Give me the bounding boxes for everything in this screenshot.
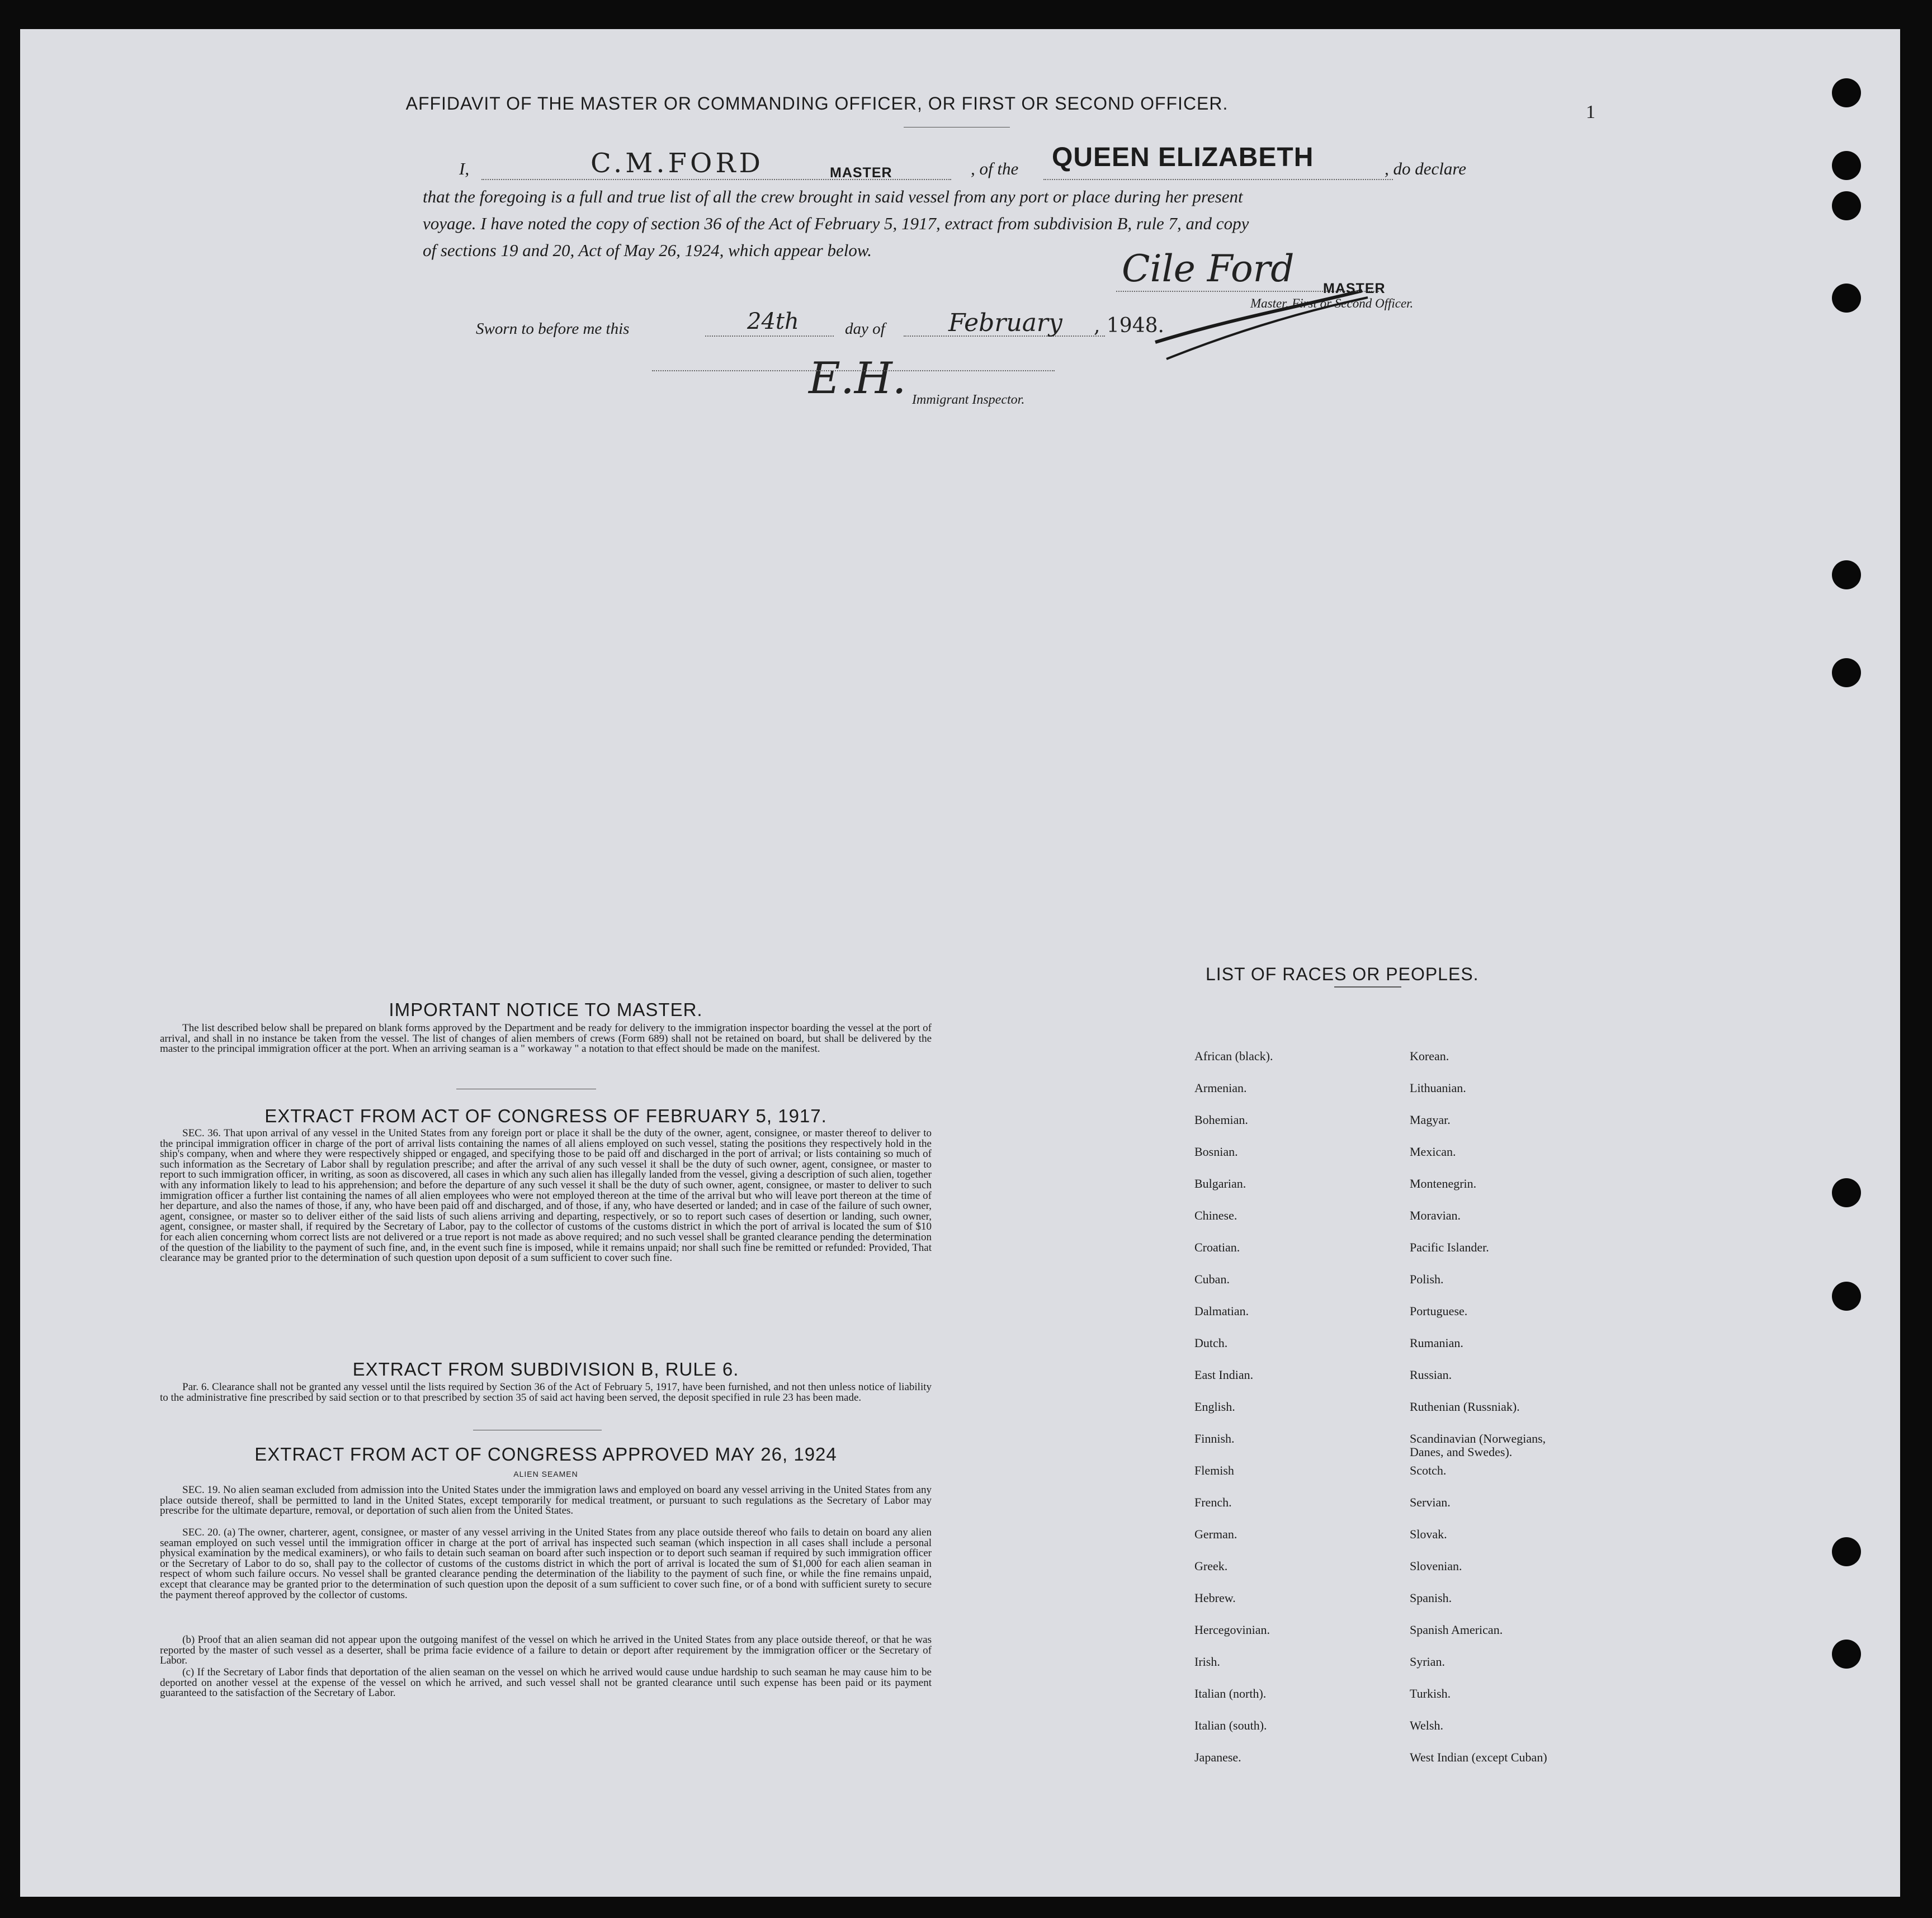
of-the-label: , of the	[971, 159, 1019, 178]
inspector-initials: E.H.	[809, 353, 906, 404]
ship-line	[1043, 179, 1393, 180]
race-item: Italian (north).	[1194, 1686, 1267, 1700]
ship-name: QUEEN ELIZABETH	[1052, 143, 1314, 172]
document-page	[20, 29, 1900, 1897]
punch-hole	[1832, 191, 1861, 220]
master-name-handwritten: C.M.FORD	[591, 148, 764, 179]
signature-stamp: MASTER	[1323, 281, 1386, 296]
extract-1924-sec20b: (b) Proof that an alien seaman did not appear upon the outgoing manifest of the vessel on which he arrived in the United States from any place outside thereof, or that he was reported by the master of such vessel as a deserter, shall be prima facie evidence of a failure to detain or deport after requirement by the immigration officer or the Secretary of Labor.	[160, 1634, 932, 1667]
sworn-year: , 1948.	[1094, 314, 1164, 337]
race-item: Cuban.	[1194, 1272, 1230, 1286]
race-item: Rumanian.	[1410, 1336, 1463, 1350]
race-item: Dalmatian.	[1194, 1304, 1249, 1318]
race-item: Lithuanian.	[1410, 1081, 1466, 1095]
race-item: Scandinavian (Norwegians, Danes, and Swedes).	[1410, 1432, 1546, 1459]
race-item: African (black).	[1194, 1049, 1273, 1063]
punch-hole	[1832, 1640, 1861, 1669]
race-item: Mexican.	[1410, 1145, 1456, 1159]
race-item: Moravian.	[1410, 1208, 1461, 1222]
day-of-label: day of	[845, 320, 885, 338]
notice-title: IMPORTANT NOTICE TO MASTER.	[389, 999, 703, 1020]
extract-1924-sec20c: (c) If the Secretary of Labor finds that deportation of the alien seaman on the vessel on which he arrived would cause undue hardship to such seaman he may cause him to be deported on another vessel at the expense of the vessel on which he arrived, and such vessel shall not be granted clearance until such expense has been paid or its payment guaranteed to the satisfaction of the Secretary of Labor.	[160, 1666, 932, 1699]
extract-rule6-title: EXTRACT FROM SUBDIVISION B, RULE 6.	[352, 1359, 739, 1380]
race-item: French.	[1194, 1495, 1232, 1509]
punch-hole	[1832, 658, 1861, 687]
race-item: Russian.	[1410, 1368, 1452, 1382]
do-declare: , do declare	[1385, 159, 1467, 178]
extract-rule6-text: Par. 6. Clearance shall not be granted any vessel until the lists required by Section 36 of the Act of February 5, 1917, have been furnished, and not then unless notice of liability to the administrative fine prescribed by said section or to that prescribed by section 35 of said act having been served, the deposit specified in rule 23 has been made.	[160, 1381, 932, 1404]
page-mark: 1	[1586, 102, 1595, 122]
race-item: Slovak.	[1410, 1527, 1447, 1541]
affidavit-title: AFFIDAVIT OF THE MASTER OR COMMANDING OFFICER, OR FIRST OR SECOND OFFICER.	[405, 93, 1229, 114]
race-item: Spanish.	[1410, 1591, 1452, 1605]
race-item: Japanese.	[1194, 1750, 1241, 1764]
race-item: Bohemian.	[1194, 1113, 1248, 1127]
races-divider	[1334, 986, 1401, 988]
sworn-label: Sworn to before me this	[476, 320, 630, 338]
extract-1924-subtitle: ALIEN SEAMEN	[513, 1470, 578, 1478]
inspector-line	[652, 370, 1055, 371]
show-through-ghost-text	[233, 421, 1882, 541]
master-signature: Cile Ford	[1122, 247, 1295, 290]
punch-hole	[1832, 1178, 1861, 1207]
race-item: West Indian (except Cuban)	[1410, 1750, 1547, 1764]
race-item: Korean.	[1410, 1049, 1449, 1063]
race-item: Croatian.	[1194, 1240, 1240, 1254]
punch-hole	[1832, 151, 1861, 180]
notice-text: The list described below shall be prepared on blank forms approved by the Department and be ready for delivery to the immigration inspector boarding the vessel at the port of arrival, and shall in no instance be taken from the vessel. The list of changes of alien members of crews (Form 689) shall not be retained on board, but shall be delivered by the master to the principal immigration officer at the port. When an arriving seaman is a " workaway " a notation to that effect should be made on the manifest.	[160, 1022, 932, 1055]
race-item: Hebrew.	[1194, 1591, 1236, 1605]
race-item: Finnish.	[1194, 1432, 1235, 1445]
races-title: LIST OF RACES OR PEOPLES.	[1206, 964, 1479, 984]
race-item: Bosnian.	[1194, 1145, 1238, 1159]
race-item: Hercegovinian.	[1194, 1623, 1270, 1637]
race-item: Italian (south).	[1194, 1718, 1267, 1732]
race-item: Montenegrin.	[1410, 1177, 1477, 1191]
race-item: Pacific Islander.	[1410, 1240, 1489, 1254]
i-label: I,	[459, 159, 470, 178]
sworn-month: February	[948, 309, 1062, 337]
extract-1917-title: EXTRACT FROM ACT OF CONGRESS OF FEBRUARY 5, 1917.	[264, 1106, 827, 1126]
race-item: Magyar.	[1410, 1113, 1451, 1127]
signature-caption: Master, First or Second Officer.	[1250, 296, 1414, 310]
punch-hole	[1832, 1282, 1861, 1311]
extract-1924-sec20a: SEC. 20. (a) The owner, charterer, agent, consignee, or master of any vessel arriving in the United States from any place outside thereof who fails to detain on board any alien seaman employed on such vessel until the immigration officer in charge at the port of arrival has inspected such seaman (which inspection in all cases shall include a personal physical examination by the medical examiners), or who fails to detain such seaman on board after such inspection or to deport such seaman if required by such immigration officer or the Secretary of Labor to do so, shall pay to the collector of customs of the customs district in which the port of arrival is located the sum of $1,000 for each alien seaman in respect of whom such failure occurs. No vessel shall be granted clearance pending the determination of the liability to the payment of such fine, or while the fine remains unpaid, except that clearance may be granted prior to the determination of such question upon the deposit of a sum sufficient to cover such fine, or of a bond with sufficient surety to secure the payment thereof approved by the collector of customs.	[160, 1527, 932, 1601]
extract-1924-sec19: SEC. 19. No alien seaman excluded from admission into the United States under the immigration laws and employed on board any vessel arriving in the United States from any place outside thereof, shall be permitted to land in the United States, except temporarily for medical treatment, or pursuant to such regulations as the Secretary of Labor may prescribe for the ultimate departure, removal, or deportation of such alien from the United States.	[160, 1484, 932, 1517]
race-item: Armenian.	[1194, 1081, 1247, 1095]
race-item: Ruthenian (Russniak).	[1410, 1400, 1520, 1414]
race-item: Irish.	[1194, 1655, 1220, 1669]
race-item: Dutch.	[1194, 1336, 1228, 1350]
race-item: Polish.	[1410, 1272, 1444, 1286]
sworn-day: 24th	[747, 309, 799, 334]
race-item: Syrian.	[1410, 1655, 1445, 1669]
race-item: English.	[1194, 1400, 1235, 1414]
race-item: East Indian.	[1194, 1368, 1254, 1382]
race-item: German.	[1194, 1527, 1237, 1541]
declaration-line-2: voyage. I have noted the copy of section 36 of the Act of February 5, 1917, extract from subdivision B, rule 7, and copy	[423, 214, 1249, 233]
extract-1924-title: EXTRACT FROM ACT OF CONGRESS APPROVED MAY 26, 1924	[254, 1444, 837, 1465]
sworn-day-line	[705, 336, 834, 337]
race-item: Spanish American.	[1410, 1623, 1503, 1637]
race-item: Greek.	[1194, 1559, 1228, 1573]
race-item: Welsh.	[1410, 1718, 1443, 1732]
master-label: MASTER	[830, 165, 892, 181]
race-item: Scotch.	[1410, 1463, 1447, 1477]
extract-1917-text: SEC. 36. That upon arrival of any vessel in the United States from any foreign port or place it shall be the duty of the owner, agent, consignee, or master thereof to deliver to the principal immigration officer in charge of the port of arrival lists containing the names of all aliens employed on such vessel, stating the positions they respectively hold in the ship's company, when and where they were respectively shipped or engaged, and specifying those to be paid off and discharged in the port of arrival; or lists containing so much of such information as the Secretary of Labor shall by regulation prescribe; and after the arrival of any such vessel it shall be the duty of such owner, agent, consignee, or master to report to such immigration officer, in writing, as soon as discovered, all cases in which any such alien has illegally landed from the vessel, giving a description of such alien, together with any information likely to lead to his apprehension; and before the departure of any such vessel it shall be the duty of such owner, agent, consignee, or master to deliver to such immigration officer a further list containing the names of all alien employees who were not employed thereon at the time of the arrival but who will leave port thereon at the time of her departure, and also the names of those, if any, who have been paid off and discharged, and of those, if any, who have deserted or landed; and in case of the failure of such owner, agent, consignee, or master so to deliver either of the said lists of such aliens arriving and departing, respectively, or so to report such cases of desertion or landing, such owner, agent, consignee, or master shall, if required by the Secretary of Labor, pay to the collector of customs of the customs district in which the port of arrival is located the sum of $10 for each alien concerning whom correct lists are not delivered or a true report is not made as above required; and no such vessel shall be granted clearance pending the determination of the question of the liability to the payment of such fine, and, in the event such fine is imposed, while it remains unpaid; nor shall such fine be remitted or refunded: Provided, That clearance may be granted prior to the determination of such question upon deposit of a sum sufficient to cover such fine.	[160, 1127, 932, 1264]
race-item: Chinese.	[1194, 1208, 1237, 1222]
punch-hole	[1832, 78, 1861, 107]
race-item: Portuguese.	[1410, 1304, 1468, 1318]
race-item: Servian.	[1410, 1495, 1451, 1509]
punch-hole	[1832, 560, 1861, 589]
punch-hole	[1832, 1537, 1861, 1566]
race-item: Turkish.	[1410, 1686, 1451, 1700]
race-item: Slovenian.	[1410, 1559, 1462, 1573]
race-item: Flemish	[1194, 1463, 1234, 1477]
declaration-line-1: that the foregoing is a full and true list of all the crew brought in said vessel from any port or place during her present	[423, 187, 1243, 206]
declaration-line-3: of sections 19 and 20, Act of May 26, 1924, which appear below.	[423, 240, 872, 260]
punch-hole	[1832, 284, 1861, 313]
race-item: Bulgarian.	[1194, 1177, 1246, 1191]
inspector-caption: Immigrant Inspector.	[912, 393, 1025, 407]
